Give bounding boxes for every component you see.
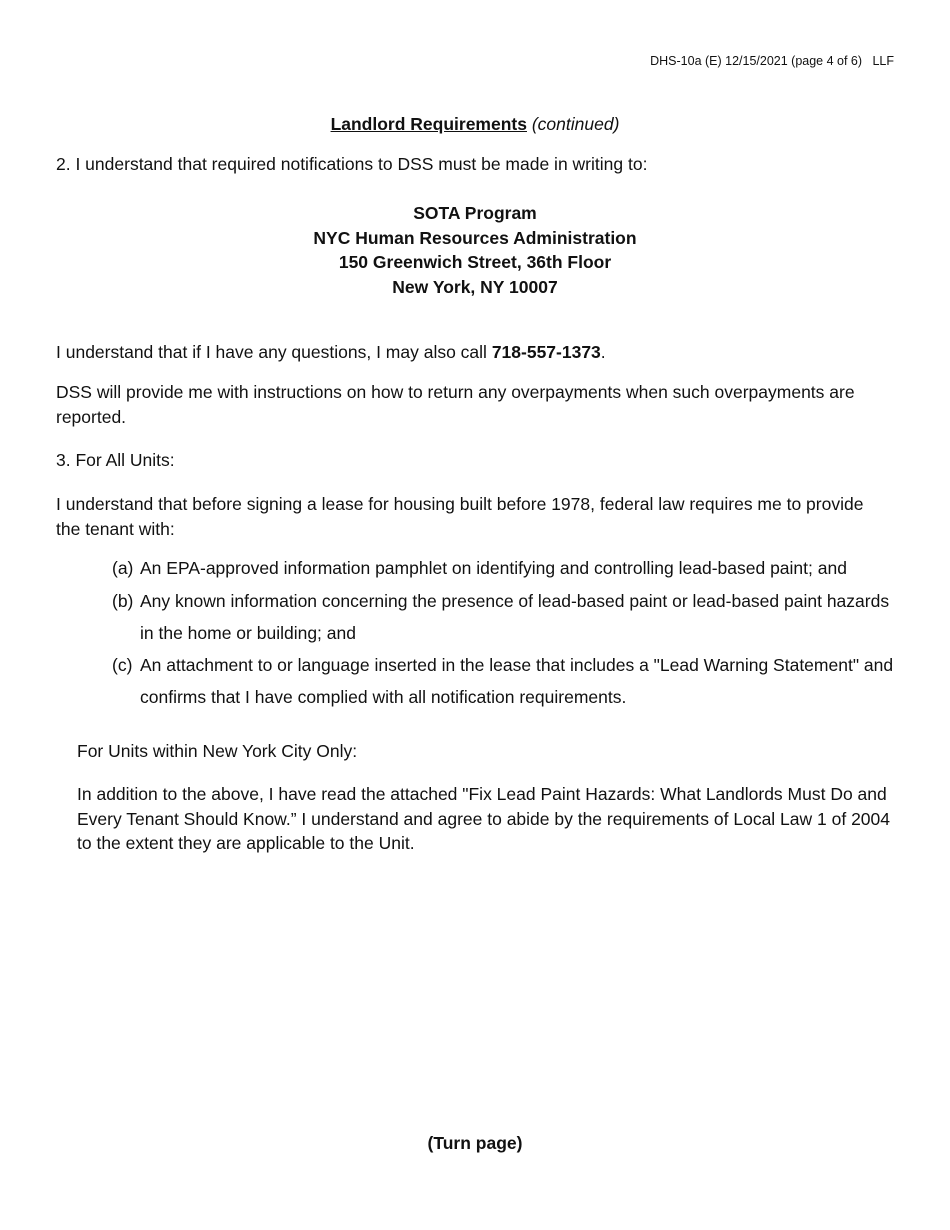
nyc-paragraph: In addition to the above, I have read the attached "Fix Lead Paint Hazards: What Landlords Must Do and Every Tenant Should Know.” I understand and agree to abide by the requirements of Local Law 1 of 2004 to the extent they are applicable to the Unit. <box>77 784 890 853</box>
list-item-b <box>112 585 902 649</box>
questions-text: I understand that if I have any questions, I may also call <box>56 342 492 362</box>
overpayments-paragraph: DSS will provide me with instructions on how to return any overpayments when such overpayments are reported. <box>56 382 855 427</box>
list-text-a: An EPA-approved information pamphlet on identifying and controlling lead-based paint; and <box>140 558 847 578</box>
item-3-intro: I understand that before signing a lease for housing built before 1978, federal law requires me to provide the tenant with: <box>56 494 864 539</box>
list-text-c: An attachment to or language inserted in the lease that includes a "Lead Warning Statement" and confirms that I have complied with all notification requirements. <box>140 655 894 707</box>
section-title-continued: (continued) <box>531 114 620 134</box>
list-marker-c: (c) <box>112 655 133 675</box>
address-line-1: SOTA Program <box>413 203 537 223</box>
section-title-text: Landlord Requirements <box>330 114 527 134</box>
phone-number: 718-557-1373 <box>491 342 601 362</box>
item-3-heading: 3. For All Units: <box>56 450 175 470</box>
item-2-intro: 2. I understand that required notifications to DSS must be made in writing to: <box>56 154 648 174</box>
list-marker-a: (a) <box>112 558 134 578</box>
list-marker-b: (b) <box>112 591 134 611</box>
address-line-3: 150 Greenwich Street, 36th Floor <box>338 252 612 272</box>
questions-paragraph <box>56 340 896 365</box>
form-code: DHS-10a (E) 12/15/2021 (page 4 of 6) LLF <box>650 54 894 68</box>
address-line-2: NYC Human Resources Administration <box>313 227 637 248</box>
mailing-address <box>0 201 950 299</box>
questions-period: . <box>600 342 606 362</box>
address-line-4: New York, NY 10007 <box>392 276 558 297</box>
list-item-c <box>112 649 902 713</box>
turn-page-note: (Turn page) <box>427 1133 523 1153</box>
nyc-heading: For Units within New York City Only: <box>77 741 358 761</box>
list-text-b: Any known information concerning the presence of lead-based paint or lead-based paint hazards in the home or building; and <box>140 591 890 643</box>
list-item-a <box>112 552 902 584</box>
section-title <box>0 112 950 137</box>
